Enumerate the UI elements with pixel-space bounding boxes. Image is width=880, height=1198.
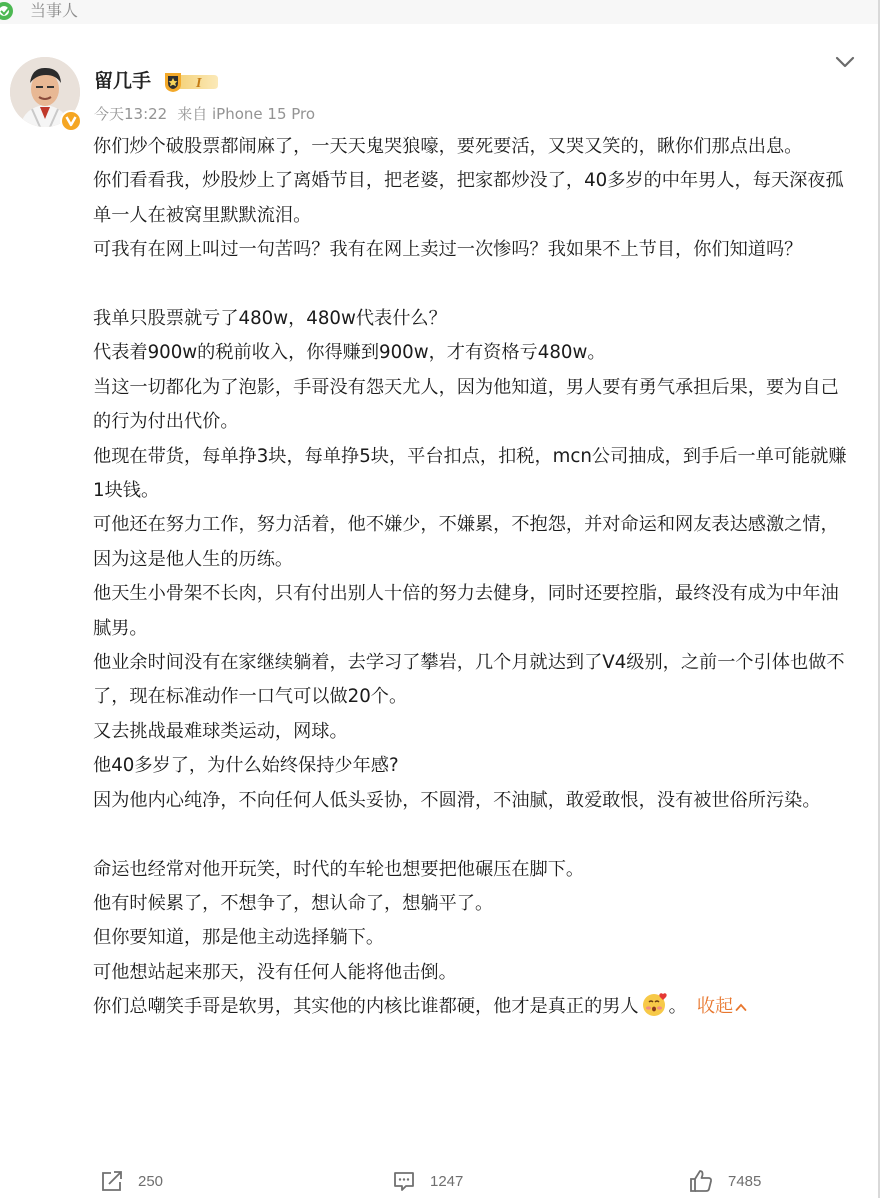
post-blank-line (93, 818, 853, 852)
post-paragraph: 他业余时间没有在家继续躺着，去学习了攀岩，几个月就达到了V4级别，之前一个引体也做不了，现在标准动作一口气可以做20个。 (93, 652, 845, 708)
smiling-heart-emoji-icon (641, 991, 669, 1017)
post-last-line (93, 990, 853, 1024)
chevron-up-icon (735, 1002, 747, 1012)
post-paragraph: 你们炒个破股票都闹麻了，一天天鬼哭狼嚎，要死要活，又哭又笑的，瞅你们那点出息。 (93, 136, 803, 157)
post-time: 今天13:22 (94, 105, 168, 123)
post-paragraph: 你们看看我，炒股炒上了离婚节目，把老婆，把家都炒没了，40多岁的中年男人，每天深夜孤单一人在被窝里默默流泪。 (93, 170, 844, 226)
post-last-end: 。 (668, 996, 687, 1018)
tag-label: 当事人 (30, 1, 79, 20)
post-body (93, 130, 853, 1025)
post-source: 来自 iPhone 15 Pro (177, 105, 316, 123)
collapse-label: 收起 (696, 996, 734, 1018)
action-bar (0, 1166, 880, 1198)
post-paragraph: 但你要知道，那是他主动选择躺下。 (93, 927, 385, 949)
share-count: 250 (138, 1172, 164, 1190)
like-button[interactable] (688, 1166, 761, 1196)
post-paragraph: 又去挑战最难球类运动，网球。 (93, 720, 348, 742)
top-tag-bar (0, 0, 880, 24)
post-paragraph: 我单只股票就亏了480w，480w代表什么？ (93, 308, 447, 330)
post-paragraph: 他40多岁了，为什么始终保持少年感? (93, 755, 399, 777)
username[interactable]: 留几手 (94, 70, 152, 92)
post-paragraph: 可我有在网上叫过一句苦吗？我有在网上卖过一次惨吗？我如果不上节目，你们知道吗？ (93, 239, 803, 261)
like-count: 7485 (728, 1172, 762, 1190)
post-paragraph: 命运也经常对他开玩笑，时代的车轮也想要把他碾压在脚下。 (93, 858, 585, 880)
post-paragraph: 可他想站起来那天，没有任何人能将他击倒。 (93, 961, 457, 983)
share-icon (100, 1170, 124, 1192)
chevron-down-icon[interactable] (834, 52, 856, 72)
verified-icon (60, 110, 82, 132)
rank-level: I (196, 76, 202, 91)
post-meta (94, 104, 315, 124)
post-last-text: 你们总嘲笑手哥是软男，其实他的内核比谁都硬，他才是真正的男人 (93, 996, 639, 1018)
comment-icon (392, 1170, 416, 1192)
post-blank-line (93, 268, 853, 302)
collapse-link[interactable] (697, 996, 747, 1017)
comment-count: 1247 (430, 1172, 464, 1190)
post-paragraph: 可他还在努力工作，努力活着，他不嫌少，不嫌累，不抱怨，并对命运和网友表达感激之情，因为这是他人生的历练。 (93, 514, 839, 570)
post-paragraph: 因为他内心纯净，不向任何人低头妥协，不圆滑，不油腻，敢爱敢恨，没有被世俗所污染。 (93, 789, 821, 811)
thumbs-up-icon (688, 1169, 714, 1193)
post-paragraph: 他现在带货，每单挣3块，每单挣5块，平台扣点，扣税，mcn公司抽成，到手后一单可能就赚1块钱。 (93, 445, 847, 502)
comment-button[interactable] (392, 1166, 463, 1196)
post-paragraph: 他天生小骨架不长肉，只有付出别人十倍的努力去健身，同时还要控脂，最终没有成为中年油腻男。 (93, 583, 839, 639)
post-paragraph: 当这一切都化为了泡影，手哥没有怨天尤人，因为他知道，男人要有勇气承担后果，要为自己的行为付出代价。 (93, 376, 839, 433)
rank-badge-icon[interactable] (162, 71, 220, 93)
green-tag-icon (0, 0, 20, 22)
post-paragraph: 代表着900w的税前收入，你得赚到900w，才有资格亏480w。 (93, 342, 606, 364)
post-paragraph: 他有时候累了，不想争了，想认命了，想躺平了。 (93, 892, 494, 914)
share-button[interactable] (100, 1166, 163, 1196)
